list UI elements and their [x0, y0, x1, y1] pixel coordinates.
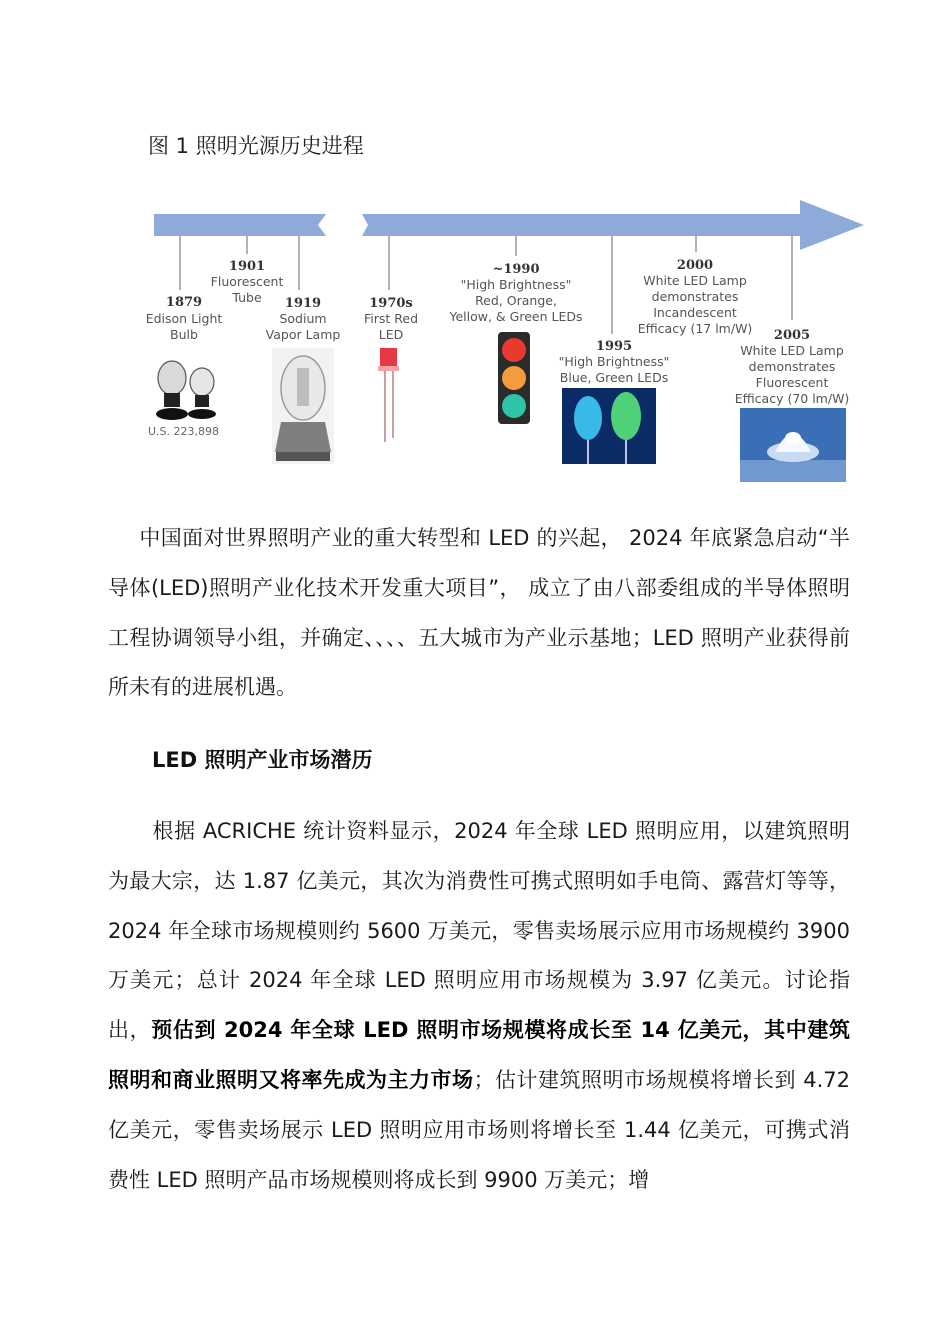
traffic-light-image [498, 332, 530, 424]
event-2005-line: Fluorescent [755, 375, 829, 390]
timeline-arrow-right [362, 200, 864, 250]
event-1970s-line: First Red [363, 311, 419, 326]
event-1879-line: Edison Light [145, 311, 223, 326]
event-2005-line: Efficacy (70 lm/W) [734, 391, 850, 406]
red-led-image [378, 348, 399, 442]
event-1990-line: "High Brightness" [460, 277, 572, 292]
event-1919-line: Vapor Lamp [265, 327, 341, 342]
event-2000-line: Incandescent [653, 305, 737, 320]
market-text-c: ；估计建筑照明市场规模将增长到 4.72 亿美元，零售卖场展示 LED 照明应用市场则将增长至 1.44 亿美元，可携式消费性 LED 照明产品市场规模则将成长到 9900 万美元；增 [108, 1067, 850, 1192]
event-1970s-year: 1970s [369, 296, 413, 311]
white-led-lamp-image [740, 408, 846, 482]
paragraph-industry-intro: 中国面对世界照明产业的重大转型和 LED 的兴起， 2024 年底紧急启动“半导体(LED)照明产业化技术开发重大项目”， 成立了由八部委组成的半导体照明工程协调领导小组，并确定、、、、五大城市为产业示基地；LED 照明产业获得前所未有的进展机遇。 [108, 526, 850, 700]
event-1990-line: Yellow, & Green LEDs [449, 309, 583, 324]
event-1990-line: Red, Orange, [475, 293, 557, 308]
event-2000-line: Efficacy (17 lm/W) [637, 321, 753, 336]
event-1901-line: Tube [232, 290, 262, 305]
event-1901-line: Fluorescent [210, 274, 284, 289]
event-1901-year: 1901 [228, 259, 266, 274]
section-heading: LED 照明产业市场潜历 [152, 748, 373, 772]
event-1995-line: Blue, Green LEDs [559, 370, 669, 385]
edison-bulb-image [156, 361, 216, 420]
event-1995-year: 1995 [595, 339, 633, 354]
event-2005-line: White LED Lamp [740, 343, 844, 358]
event-2005-line: demonstrates [748, 359, 836, 374]
patent-note: U.S. 223,898 [148, 425, 220, 438]
event-1970s-line: LED [378, 327, 404, 342]
event-2000-year: 2000 [676, 258, 714, 273]
event-1919-line: Sodium [279, 311, 327, 326]
blue-green-led-image [562, 388, 656, 464]
lighting-history-timeline [140, 190, 880, 500]
timeline-arrow-left [154, 214, 326, 236]
event-2000-line: White LED Lamp [643, 273, 747, 288]
market-text-a: 根据 ACRICHE 统计资料显示，2024 年全球 LED 照明应用，以建筑照明为最大宗，达 1.87 亿美元，其次为消费性可携式照明如手电筒、露营灯等等，2024 年全球市场规模则约 5600 万美元，零售卖场展示应用市场规模约 3900 万美元；总计 2024 年全球 LED 照明应用市场规模为 3.97 亿美元。讨论指出， [108, 819, 850, 1043]
event-1879-line: Bulb [170, 327, 198, 342]
event-2005-year: 2005 [773, 328, 811, 343]
event-1919-year: 1919 [284, 296, 322, 311]
event-1879-year: 1879 [165, 295, 203, 310]
sodium-lamp-image [272, 348, 334, 464]
market-text-emphasis: 预估到 2024 年全球 LED 照明市场规模将成长至 14 亿美元，其中建筑照明和商业照明又将率先成为主力市场 [108, 1018, 850, 1092]
event-1990-year: ~1990 [492, 262, 540, 277]
paragraph-market-potential [108, 807, 850, 1205]
event-2000-line: demonstrates [651, 289, 739, 304]
event-1995-line: "High Brightness" [558, 354, 670, 369]
figure-caption: 图 1 照明光源历史进程 [148, 134, 364, 158]
